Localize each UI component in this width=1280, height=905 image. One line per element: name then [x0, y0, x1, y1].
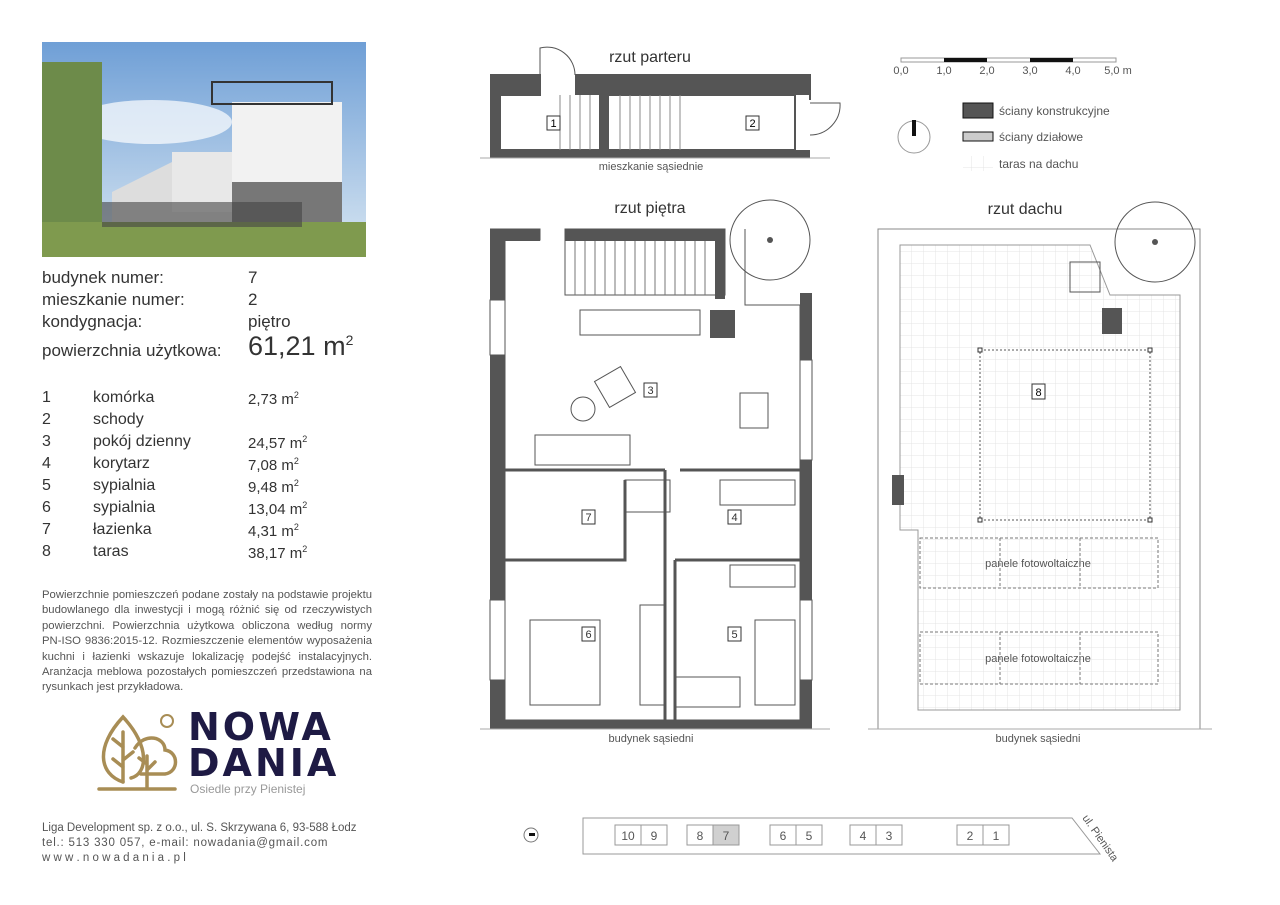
site-unit-number: 1 [992, 829, 1000, 843]
room-tag-1-text: 1 [550, 118, 557, 130]
room-number: 5 [42, 477, 51, 494]
pv-panels-1: panele fotowoltaiczne [985, 558, 1091, 570]
site-unit-number: 3 [885, 829, 893, 843]
room-area-sup: 2 [302, 500, 308, 510]
roof-plan [868, 202, 1212, 729]
site-plan [524, 813, 1121, 865]
room-name: pokój dzienny [93, 433, 191, 450]
website: w w w . n o w a d a n i a . p l [42, 852, 186, 864]
building-value: 7 [248, 268, 258, 287]
site-unit-number: 2 [966, 829, 974, 843]
first-floor-plan [480, 200, 830, 729]
scale-bar [893, 58, 1131, 77]
site-unit-number: 9 [650, 829, 658, 843]
scale-tick: 4,0 [1065, 65, 1081, 77]
scale-tick: 5,0 m [1104, 65, 1132, 77]
room-tag-8-text: 8 [1035, 387, 1042, 399]
room-area-value: 7,08 m [248, 457, 294, 474]
legend [963, 103, 1110, 171]
legend-terrace: taras na dachu [999, 157, 1079, 171]
first-title: rzut piętra [614, 200, 686, 217]
site-unit-number: 6 [779, 829, 787, 843]
room-area-value: 4,31 m [248, 523, 294, 540]
scale-tick: 3,0 [1022, 65, 1038, 77]
room-area-sup: 2 [293, 390, 299, 400]
room-name: sypialnia [93, 499, 156, 516]
room-tag-3-text: 3 [647, 385, 654, 397]
scale-tick: 1,0 [936, 65, 952, 77]
room-tag-4-text: 4 [731, 512, 738, 524]
building-label: budynek numer: [42, 268, 164, 287]
area-number: 61,21 m [248, 331, 346, 361]
roof-neighbor: budynek sąsiedni [995, 733, 1081, 745]
room-number: 6 [42, 499, 51, 516]
room-name: komórka [93, 389, 155, 406]
first-neighbor: budynek sąsiedni [608, 733, 694, 745]
room-area-value: 38,17 m [248, 545, 303, 562]
pv-panels-2: panele fotowoltaiczne [985, 653, 1091, 665]
legend-terrace-swatch [963, 156, 993, 171]
logo-line1: NOWA [188, 705, 334, 749]
room-name: taras [93, 543, 129, 560]
legend-structural-swatch [963, 103, 993, 118]
roof-title: rzut dachu [987, 201, 1063, 218]
room-name: łazienka [93, 521, 152, 538]
room-number: 2 [42, 411, 51, 428]
legend-structural: ściany konstrukcyjne [999, 104, 1110, 118]
room-number: 7 [42, 521, 51, 538]
site-unit-number: 8 [696, 829, 704, 843]
room-tag-6-text: 6 [585, 629, 592, 641]
room-area-sup: 2 [293, 456, 299, 466]
ground-title: rzut parteru [609, 49, 691, 66]
scale-tick: 0,0 [893, 65, 909, 77]
room-area-value: 2,73 m [248, 391, 294, 408]
site-unit-number: 4 [859, 829, 867, 843]
room-area-sup: 2 [302, 434, 308, 444]
room-area-value: 13,04 m [248, 501, 303, 518]
room-name: sypialnia [93, 477, 156, 494]
apartment-value: 2 [248, 290, 258, 309]
area-label: powierzchnia użytkowa: [42, 341, 222, 360]
ground-neighbor: mieszkanie sąsiednie [598, 161, 704, 173]
phone-email: tel.: 513 330 057, e-mail: nowadania@gmail.com [42, 837, 329, 849]
scale-tick: 2,0 [979, 65, 995, 77]
room-tag-5-text: 5 [731, 629, 738, 641]
room-area-sup: 2 [302, 544, 308, 554]
room-name: schody [93, 411, 144, 428]
disclaimer-note: Powierzchnie pomieszczeń podane zostały na podstawie projektu budowlanego dla inwestycji i mogą różnić się od rzeczywistych powierzchni. Powierzchnia użytkowa obliczona według normy PN-ISO 9836:2015-12. Rozmieszczenie elementów wyposażenia kuchni i łazienki wskazuje lokalizację podejść instalacyjnych. Aranżacja meblowa pozostałych pomieszczeń przedstawiona na rysunkach jest przykładowa. [42, 589, 372, 694]
street-name: ul. Pienista [1079, 812, 1121, 864]
site-unit-number: 7 [722, 829, 730, 843]
legend-partition-swatch [963, 132, 993, 141]
floor-value: piętro [248, 312, 291, 331]
room-area-value: 24,57 m [248, 435, 303, 452]
apartment-label: mieszkanie numer: [42, 290, 185, 309]
room-name: korytarz [93, 455, 150, 472]
floor-label: kondygnacja: [42, 312, 143, 331]
logo-tagline: Osiedle przy Pienistej [190, 782, 306, 796]
room-number: 8 [42, 543, 51, 560]
room-area-sup: 2 [293, 522, 299, 532]
area-sup: 2 [345, 332, 354, 348]
room-tag-7-text: 7 [585, 512, 592, 524]
room-tag-2-text: 2 [749, 118, 756, 130]
room-area-sup: 2 [293, 478, 299, 488]
room-number: 3 [42, 433, 51, 450]
company-address: Liga Development sp. z o.o., ul. S. Skrzywana 6, 93-588 Łodz [42, 822, 357, 834]
site-unit-number: 5 [805, 829, 813, 843]
room-area-value: 9,48 m [248, 479, 294, 496]
room-number: 4 [42, 455, 51, 472]
logo-line2: DANIA [188, 741, 340, 785]
room-number: 1 [42, 389, 51, 406]
north-compass-icon [898, 120, 930, 153]
site-unit-number: 10 [621, 829, 635, 843]
legend-partition: ściany działowe [999, 130, 1084, 144]
